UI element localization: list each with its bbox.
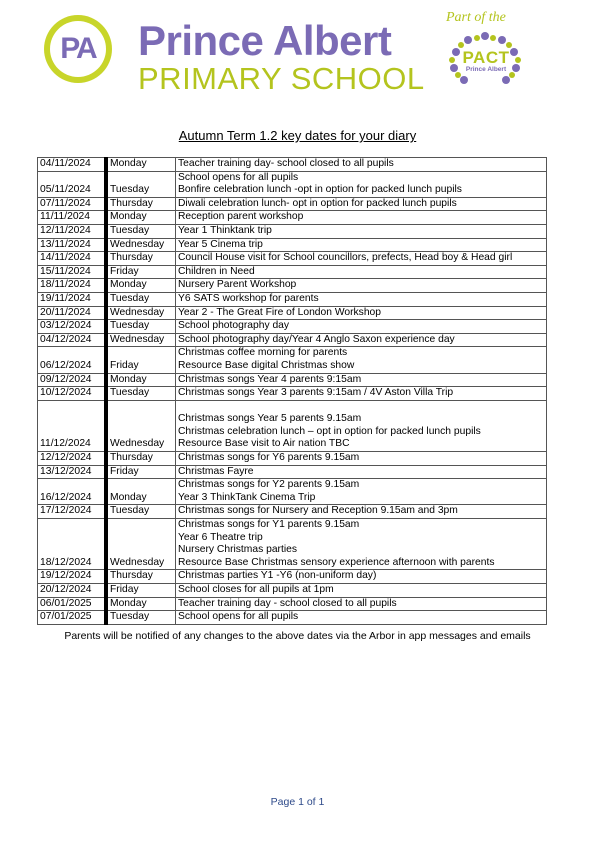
event-line: Nursery Christmas parties	[178, 544, 298, 556]
table-row	[38, 597, 547, 611]
row-day: Friday	[106, 465, 176, 479]
row-date: 12/11/2024	[38, 224, 107, 238]
event-line: Christmas Fayre	[178, 465, 254, 477]
row-events	[176, 265, 547, 279]
event-line: School photography day/Year 4 Anglo Saxon experience day	[178, 333, 455, 345]
row-events	[176, 597, 547, 611]
event-line: Christmas coffee morning for parents	[178, 347, 348, 359]
table-row	[38, 347, 547, 373]
event-line: Teacher training day- school closed to all pupils	[178, 158, 394, 169]
row-date: 20/11/2024	[38, 306, 107, 320]
table-row	[38, 400, 547, 451]
row-date: 10/12/2024	[38, 387, 107, 401]
event-line: Christmas songs Year 3 parents 9:15am / 4V Aston Villa Trip	[178, 387, 454, 399]
row-events	[176, 292, 547, 306]
pact-word: PACT	[462, 48, 510, 67]
pact-logo	[438, 10, 534, 90]
row-day: Tuesday	[106, 505, 176, 519]
row-date: 17/12/2024	[38, 505, 107, 519]
row-date: 19/12/2024	[38, 570, 107, 584]
row-events	[176, 519, 547, 570]
row-events	[176, 387, 547, 401]
row-day: Tuesday	[106, 611, 176, 625]
event-line: Teacher training day - school closed to all pupils	[178, 597, 397, 609]
row-day: Wednesday	[106, 306, 176, 320]
row-events	[176, 252, 547, 266]
row-date: 20/12/2024	[38, 584, 107, 598]
row-day: Thursday	[106, 197, 176, 211]
table-row	[38, 387, 547, 401]
row-events	[176, 279, 547, 293]
row-date: 04/12/2024	[38, 333, 107, 347]
school-subtitle: PRIMARY SCHOOL	[138, 61, 425, 96]
event-line: Bonfire celebration lunch -opt in option for packed lunch pupils	[178, 184, 462, 196]
event-line: Christmas parties Y1 -Y6 (non-uniform day)	[178, 570, 377, 582]
row-date: 14/11/2024	[38, 252, 107, 266]
event-line: Diwali celebration lunch- opt in option for packed lunch pupils	[178, 197, 457, 209]
row-day: Wednesday	[106, 333, 176, 347]
row-date: 07/01/2025	[38, 611, 107, 625]
table-row	[38, 479, 547, 505]
row-day: Thursday	[106, 570, 176, 584]
row-events	[176, 570, 547, 584]
table-row	[38, 279, 547, 293]
event-line: Year 5 Cinema trip	[178, 238, 263, 250]
school-logo-badge	[44, 15, 112, 83]
row-date: 03/12/2024	[38, 320, 107, 334]
row-day: Tuesday	[106, 171, 176, 197]
row-events	[176, 320, 547, 334]
row-day: Monday	[106, 279, 176, 293]
event-line: Year 1 Thinktank trip	[178, 224, 272, 236]
row-events	[176, 400, 547, 451]
row-events	[176, 211, 547, 225]
event-line: Christmas celebration lunch – opt in option for packed lunch pupils	[178, 425, 481, 437]
table-row	[38, 238, 547, 252]
row-day: Tuesday	[106, 320, 176, 334]
row-day: Wednesday	[106, 238, 176, 252]
event-line: School opens for all pupils	[178, 171, 299, 183]
row-day: Thursday	[106, 252, 176, 266]
table-row	[38, 292, 547, 306]
row-date: 18/11/2024	[38, 279, 107, 293]
row-date: 06/01/2025	[38, 597, 107, 611]
event-line: Reception parent workshop	[178, 211, 304, 223]
row-date: 11/12/2024	[38, 400, 107, 451]
row-date: 18/12/2024	[38, 519, 107, 570]
event-line: Year 3 ThinkTank Cinema Trip	[178, 491, 316, 503]
table-row	[38, 465, 547, 479]
table-row	[38, 306, 547, 320]
row-events	[176, 505, 547, 519]
page-title: Autumn Term 1.2 key dates for your diary	[178, 128, 417, 143]
row-date: 13/11/2024	[38, 238, 107, 252]
pact-sub: Prince Albert	[465, 66, 507, 73]
row-events	[176, 306, 547, 320]
row-day: Friday	[106, 265, 176, 279]
event-line: Children in Need	[178, 265, 255, 277]
key-dates-rows	[38, 158, 547, 625]
table-row	[38, 197, 547, 211]
event-line: Nursery Parent Workshop	[178, 279, 297, 291]
row-events	[176, 197, 547, 211]
table-row	[38, 373, 547, 387]
row-day: Monday	[106, 211, 176, 225]
event-line: School closes for all pupils at 1pm	[178, 584, 334, 595]
row-day: Monday	[106, 479, 176, 505]
row-day: Monday	[106, 158, 176, 172]
pact-tagline: Part of the	[446, 10, 506, 25]
event-line: Council House visit for School councillors, prefects, Head boy & Head girl	[178, 252, 513, 264]
table-row	[38, 519, 547, 570]
event-line: Resource Base visit to Air nation TBC	[178, 438, 350, 450]
table-row	[38, 320, 547, 334]
row-events	[176, 373, 547, 387]
row-day: Friday	[106, 584, 176, 598]
row-day: Friday	[106, 347, 176, 373]
table-row	[38, 333, 547, 347]
row-events	[176, 479, 547, 505]
event-line: Christmas songs Year 5 parents 9.15am	[178, 413, 362, 425]
row-date: 04/11/2024	[38, 158, 107, 172]
row-events	[176, 333, 547, 347]
row-events	[176, 347, 547, 373]
row-day: Tuesday	[106, 292, 176, 306]
row-day: Tuesday	[106, 387, 176, 401]
event-line: Resource Base Christmas sensory experience afternoon with parents	[178, 556, 495, 568]
event-line: School opens for all pupils	[178, 611, 299, 623]
page-number: Page 1 of 1	[270, 796, 325, 808]
table-row	[38, 211, 547, 225]
row-date: 05/11/2024	[38, 171, 107, 197]
footer-note: Parents will be notified of any changes to the above dates via the Arbor in app messages and emails	[64, 630, 531, 642]
table-row	[38, 505, 547, 519]
row-day: Monday	[106, 373, 176, 387]
row-date: 13/12/2024	[38, 465, 107, 479]
row-day: Thursday	[106, 452, 176, 466]
row-date: 09/12/2024	[38, 373, 107, 387]
row-events	[176, 171, 547, 197]
row-events	[176, 238, 547, 252]
key-dates-table	[37, 157, 547, 625]
row-day: Wednesday	[106, 400, 176, 451]
row-date: 07/11/2024	[38, 197, 107, 211]
event-line	[178, 401, 544, 414]
event-line: Christmas songs for Y1 parents 9.15am	[178, 519, 360, 531]
row-events	[176, 452, 547, 466]
event-line: Resource Base digital Christmas show	[178, 359, 355, 371]
row-day: Monday	[106, 597, 176, 611]
row-date: 16/12/2024	[38, 479, 107, 505]
row-date: 12/12/2024	[38, 452, 107, 466]
event-line: Christmas songs Year 4 parents 9:15am	[178, 373, 362, 385]
row-date: 15/11/2024	[38, 265, 107, 279]
table-row	[38, 265, 547, 279]
event-line: Year 6 Theatre trip	[178, 531, 263, 543]
table-row	[38, 611, 547, 625]
event-line: School photography day	[178, 320, 290, 332]
row-date: 11/11/2024	[38, 211, 107, 225]
school-name: Prince Albert	[138, 17, 392, 64]
table-row	[38, 252, 547, 266]
event-line: Y6 SATS workshop for parents	[178, 292, 319, 304]
row-date: 19/11/2024	[38, 292, 107, 306]
table-row	[38, 224, 547, 238]
row-events	[176, 158, 547, 172]
row-day: Tuesday	[106, 224, 176, 238]
row-day: Wednesday	[106, 519, 176, 570]
logo-letters: PA	[60, 32, 96, 65]
row-events	[176, 611, 547, 625]
event-line: Year 2 - The Great Fire of London Workshop	[178, 306, 382, 318]
table-row	[38, 584, 547, 598]
row-events	[176, 224, 547, 238]
table-row	[38, 452, 547, 466]
event-line: Christmas songs for Y2 parents 9.15am	[178, 479, 360, 491]
event-line: Christmas songs for Nursery and Reception 9.15am and 3pm	[178, 505, 458, 517]
table-row	[38, 171, 547, 197]
event-line: Christmas songs for Y6 parents 9.15am	[178, 452, 360, 464]
table-row	[38, 158, 547, 172]
row-date: 06/12/2024	[38, 347, 107, 373]
table-row	[38, 570, 547, 584]
row-events	[176, 465, 547, 479]
row-events	[176, 584, 547, 598]
